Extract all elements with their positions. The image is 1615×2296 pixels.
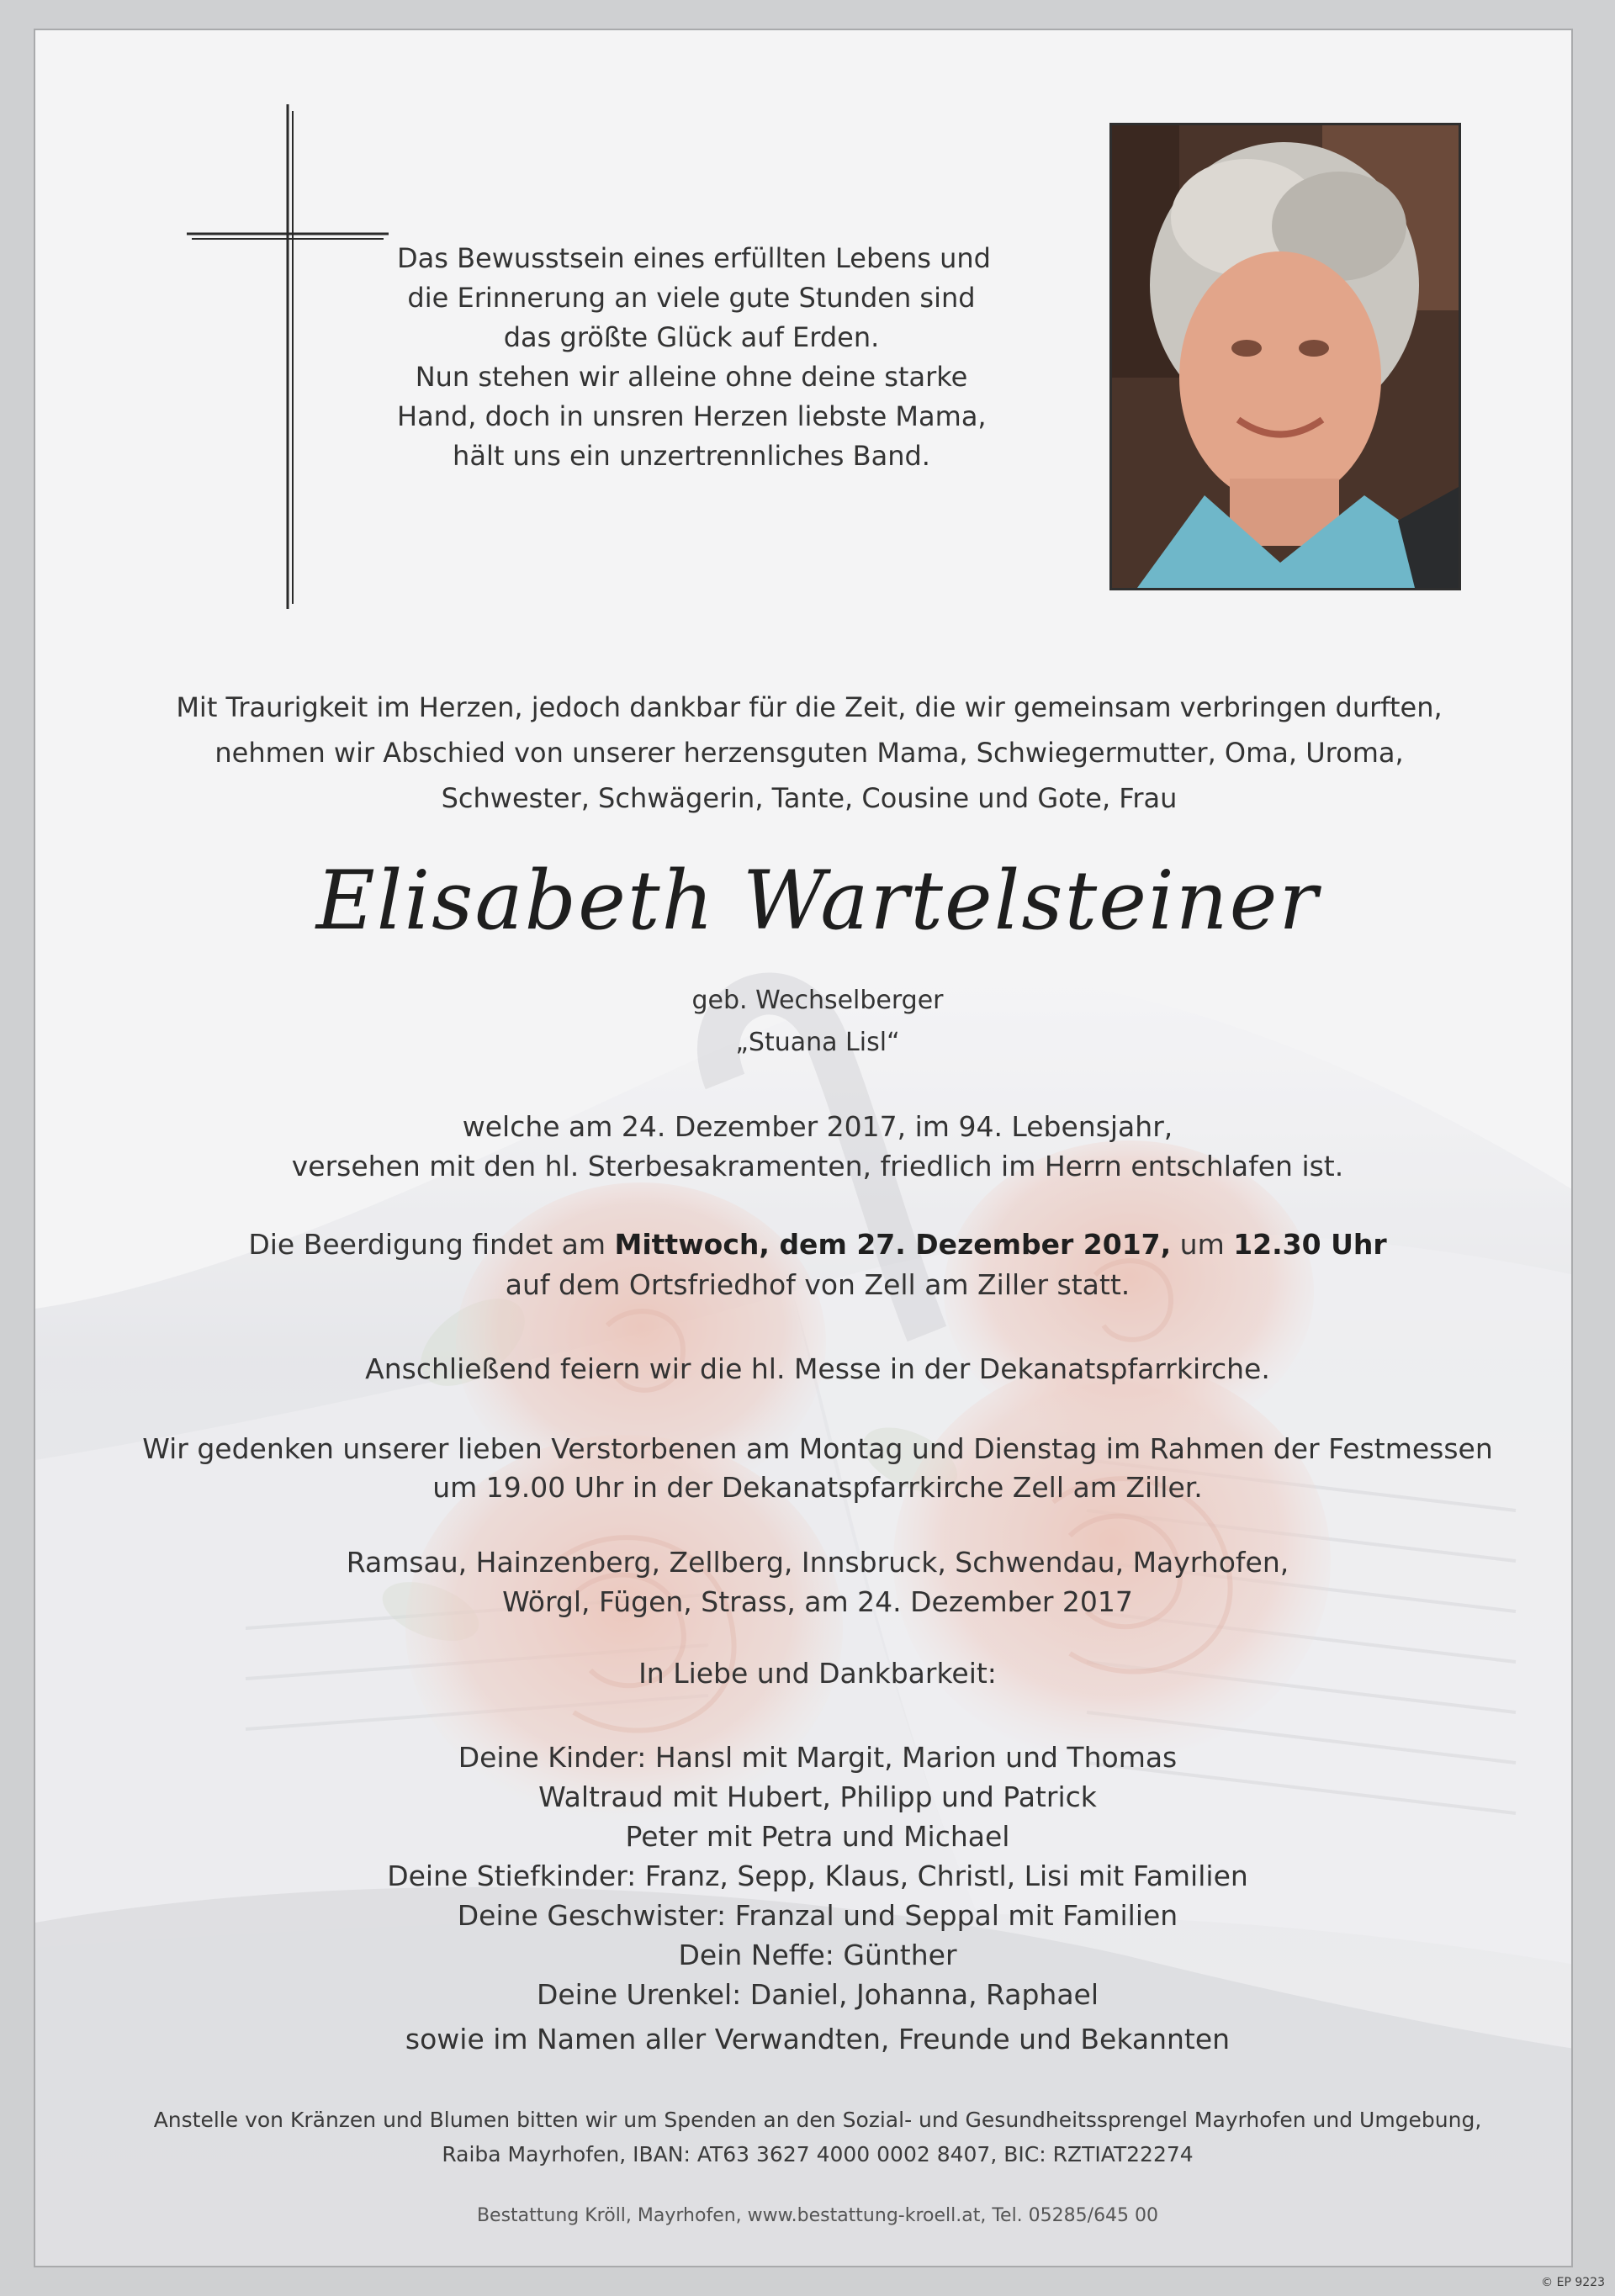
remembrance-line: Wir gedenken unserer lieben Verstorbenen am Montag und Dienstag im Rahmen der Festmessen [142,1432,1493,1465]
places-line: Ramsau, Hainzenberg, Zellberg, Innsbruck, Schwendau, Mayrhofen, [346,1546,1289,1579]
mourner-line: sowie im Namen aller Verwandten, Freunde und Bekannten [405,2023,1231,2055]
closing-line: In Liebe und Dankbarkeit: [638,1657,997,1690]
remembrance-line: um 19.00 Uhr in der Dekanatspfarrkirche Zell am Ziller. [432,1471,1203,1504]
mourner-line: Waltraud mit Hubert, Philipp und Patrick [538,1780,1097,1813]
places-line: Wörgl, Fügen, Strass, am 24. Dezember 2017 [502,1585,1133,1618]
verse-line: Das Bewusstsein eines erfüllten Lebens und [397,242,991,274]
funeral-line [136,1225,1499,1265]
document-code: © EP 9223 [1541,2276,1605,2289]
mass-line: Anschließend feiern wir die hl. Messe in der Dekanatspfarrkirche. [365,1352,1270,1385]
death-notice-line: welche am 24. Dezember 2017, im 94. Lebensjahr, [462,1110,1173,1143]
donation-request [136,2103,1499,2172]
funeral-info [136,1225,1499,1305]
mourner-line: Deine Urenkel: Daniel, Johanna, Raphael [536,1978,1099,2011]
memorial-verse [397,239,991,476]
intro-line: Schwester, Schwägerin, Tante, Cousine und Gote, Frau [441,782,1178,814]
verse-line: hält uns ein unzertrennliches Band. [453,440,930,472]
cross-icon [187,104,405,643]
places-date [136,1542,1499,1621]
obituary-sheet [34,29,1573,2267]
mourner-line: Deine Geschwister: Franzal und Seppal mit Familien [457,1899,1178,1932]
closing-phrase [136,1653,1499,1694]
funeral-date: Mittwoch, dem 27. Dezember 2017, [614,1228,1172,1261]
remembrance-info [136,1430,1499,1507]
funeral-middle: um [1171,1228,1234,1261]
mourner-line: Deine Kinder: Hansl mit Margit, Marion und Thomas [458,1741,1178,1774]
funeral-time: 12.30 Uhr [1233,1228,1387,1261]
intro-text [153,685,1465,821]
deceased-name: Elisabeth Wartelsteiner [315,854,1320,948]
mourner-line: Dein Neffe: Günther [678,1939,957,1971]
verse-line: Hand, doch in unsren Herzen liebste Mama, [397,400,987,432]
mourners-list [136,1738,1499,2059]
mourner-line: Peter mit Petra und Michael [625,1820,1010,1853]
intro-line: Mit Traurigkeit im Herzen, jedoch dankbar für die Zeit, die wir gemeinsam verbringen durften, [176,691,1443,723]
donation-line: Raiba Mayrhofen, IBAN: AT63 3627 4000 0002 8407, BIC: RZTIAT22274 [442,2142,1194,2166]
donation-line: Anstelle von Kränzen und Blumen bitten wir um Spenden an den Sozial- und Gesundheitssprengel Mayrhofen und Umgebung, [153,2108,1482,2132]
portrait-photo [1109,123,1461,590]
nickname: „Stuana Lisl“ [735,1028,900,1057]
death-notice-line: versehen mit den hl. Sterbesakramenten, friedlich im Herrn entschlafen ist. [291,1150,1344,1182]
mass-info [136,1349,1499,1389]
intro-line: nehmen wir Abschied von unserer herzensguten Mama, Schwiegermutter, Oma, Uroma, [214,737,1404,769]
verse-line: Nun stehen wir alleine ohne deine starke [415,361,968,393]
maiden-name: geb. Wechselberger [691,986,944,1015]
funeral-home-footer: Bestattung Kröll, Mayrhofen, www.bestattung-kroell.at, Tel. 05285/645 00 [476,2205,1159,2226]
funeral-place: auf dem Ortsfriedhof von Zell am Ziller statt. [505,1268,1130,1301]
mourner-line: Deine Stiefkinder: Franz, Sepp, Klaus, Christl, Lisi mit Familien [387,1860,1248,1892]
verse-line: die Erinnerung an viele gute Stunden sind [407,282,976,314]
death-notice [136,1107,1499,1186]
verse-line: das größte Glück auf Erden. [503,321,880,353]
funeral-prefix: Die Beerdigung findet am [248,1228,615,1261]
